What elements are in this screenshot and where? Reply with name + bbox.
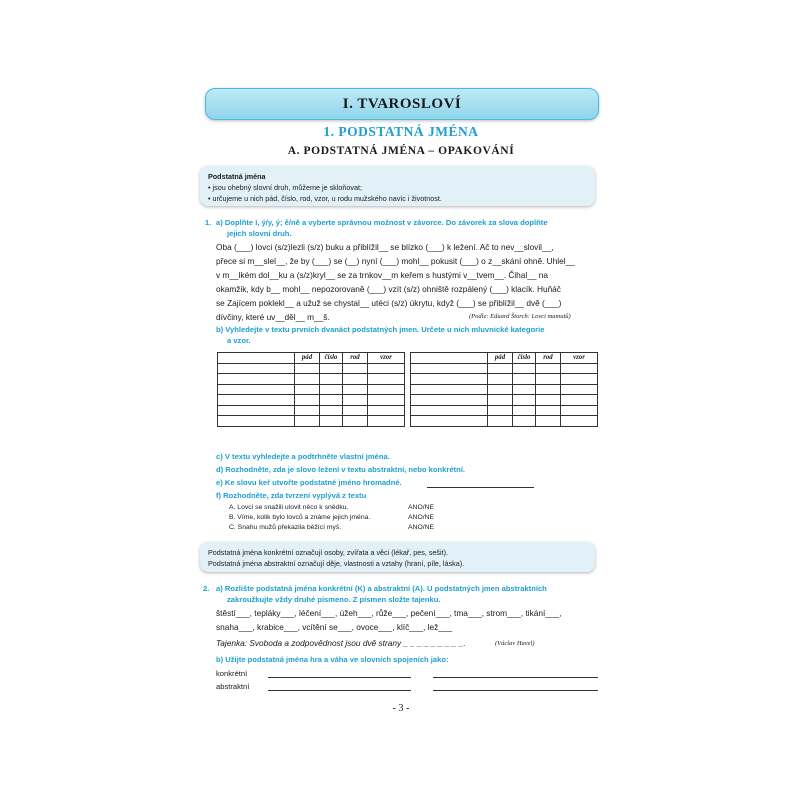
- info-line: • určujeme u nich pád, číslo, rod, vzor, u rodu mužského navíc i životnost.: [208, 194, 442, 203]
- statement-answer[interactable]: ANO/NE: [408, 524, 435, 531]
- chapter-title: I. TVAROSLOVÍ: [342, 95, 462, 112]
- statement-answer[interactable]: ANO/NE: [408, 514, 435, 521]
- task-instruction: a) Doplňte í, ý/y, ý; ě/ně a vyberte správnou možnost v závorce. Do závorek za slova doplňte: [216, 218, 548, 227]
- exercise-text-line: se Zajícem poklekl__ a užuž se chystal__ utéci (s/z) úkrytu, když (___) se přiblížil__ dvě (___): [216, 298, 562, 308]
- answer-line[interactable]: [268, 677, 411, 678]
- source-citation: (Podle: Eduard Štorch: Lovci mamutů): [469, 313, 571, 320]
- section-title: 1. PODSTATNÁ JMÉNA: [323, 124, 479, 139]
- word-list: štěstí___, tepláky___, léčení___, úžeh___, růže___, pečení___, tma___, strom___, tikání___,: [216, 608, 562, 618]
- exercise-text-line: okamžik, kdy b__ mohl__ nepozorovaně (___) vzít (s/z) ohniště rozpálený (___) klacík. Huňáč: [216, 284, 561, 294]
- statement: A. Lovci se snažili ulovit něco k snědku.: [229, 504, 349, 511]
- answer-line[interactable]: [268, 690, 411, 691]
- task-instruction: c) V textu vyhledejte a podtrhněte vlastní jména.: [216, 452, 390, 461]
- task-instruction: zakroužkujte vždy druhé písmeno. Z písmen složte tajenku.: [227, 595, 441, 604]
- info-line: Podstatná jména konkrétní označují osoby, zvířata a věci (lékař, pes, sešit).: [208, 548, 448, 557]
- info-box-definition: [200, 166, 595, 206]
- analysis-table-right: pád číslo rod vzor: [410, 352, 598, 427]
- exercise-text-line: přece si m__slel__, že by (___) se (__) nyní (___) mohl__ pokusit (___) o z__skání ohně. Uhlel__: [216, 256, 575, 266]
- info-title: Podstatná jména: [208, 172, 266, 181]
- info-line: Podstatná jména abstraktní označují děje, vlastnosti a vztahy (hraní, píle, láska).: [208, 559, 465, 568]
- task-instruction: a vzor.: [227, 336, 251, 345]
- tajenka: Tajenka: Svoboda a zodpovědnost jsou dvě strany _ _ _ _ _ _ _ _ _.: [216, 638, 466, 648]
- answer-line[interactable]: [427, 487, 534, 488]
- task-instruction: a) Rozlište podstatná jména konkrétní (K) a abstraktní (A). U podstatných jmen abstraktních: [216, 584, 547, 593]
- exercise-text-line: Oba (___) lovci (s/z)lezli (s/z) buku a přiblížil__ se blízko (___) k ležení. Ač to nev__slovil__,: [216, 242, 554, 252]
- chapter-header: [205, 88, 599, 120]
- info-line: • jsou ohebný slovní druh, můžeme je skloňovat;: [208, 183, 362, 192]
- page-number: - 3 -: [392, 703, 410, 714]
- task-instruction: b) Užijte podstatná jména hra a váha ve slovních spojeních jako:: [216, 655, 449, 664]
- task-instruction: e) Ke slovu keř utvořte podstatné jméno hromadné.: [216, 478, 402, 487]
- analysis-table-left: pád číslo rod vzor: [217, 352, 405, 427]
- statement: C. Snahu mužů překazila běžící myš.: [229, 524, 342, 531]
- word-list: snaha___, krabice___, vcítění se___, ovoce___, klíč___, lež___: [216, 622, 453, 632]
- statement-answer[interactable]: ANO/NE: [408, 504, 435, 511]
- task-number: 2.: [203, 584, 210, 593]
- label-abstraktni: abstraktní: [216, 682, 250, 691]
- task-instruction: d) Rozhodněte, zda je slovo ležení v textu abstraktní, nebo konkrétní.: [216, 465, 465, 474]
- answer-line[interactable]: [433, 690, 598, 691]
- label-konkretni: konkrétní: [216, 669, 248, 678]
- statement: B. Víme, kolik bylo lovců a známe jejich jména.: [229, 514, 371, 521]
- tajenka-source: (Václav Havel): [495, 640, 535, 647]
- exercise-text-line: dívčiny, které uv__děl__ m__š.: [216, 312, 330, 322]
- answer-line[interactable]: [433, 677, 598, 678]
- exercise-text-line: v m__lkém dol__ku a (s/z)kryl__ se za trnkov__m keřem s hustými v__tvem__. Čihal__ na: [216, 270, 549, 280]
- task-number: 1.: [205, 218, 212, 227]
- task-instruction: f) Rozhodněte, zda tvrzení vyplývá z textu: [216, 491, 367, 500]
- task-instruction: b) Vyhledejte v textu prvních dvanáct podstatných jmen. Určete u nich mluvnické kategorie: [216, 325, 545, 334]
- subsection-title: A. PODSTATNÁ JMÉNA – OPAKOVÁNÍ: [287, 145, 515, 157]
- info-box-concrete-abstract: [200, 542, 595, 572]
- task-instruction: jejich slovní druh.: [227, 229, 292, 238]
